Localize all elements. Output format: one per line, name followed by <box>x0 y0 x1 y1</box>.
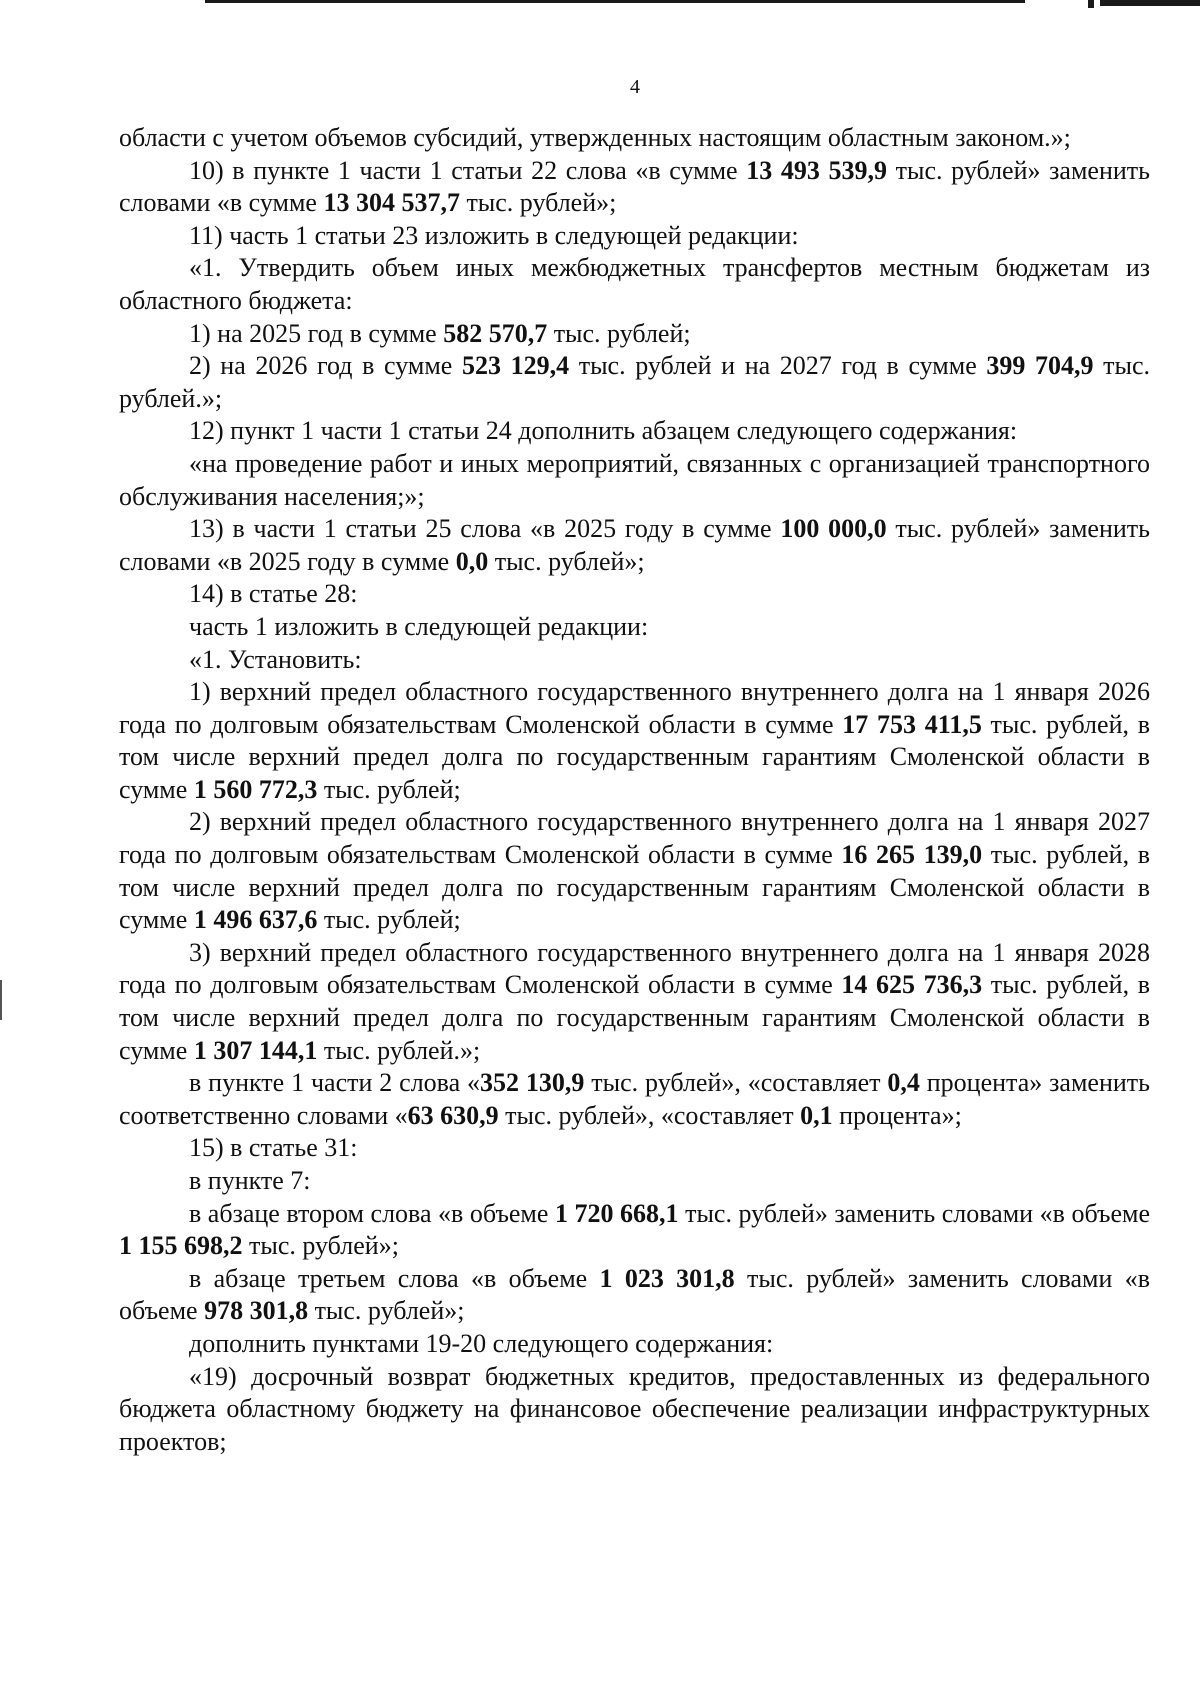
paragraph <box>119 1361 1150 1459</box>
text-segment: 14) в статье 28: <box>189 579 358 609</box>
text-segment: 2) верхний предел областного государственного внутреннего долга на 1 января 2027 года по долговым обязательствам Смоленской области в сумме <box>119 807 1150 870</box>
scan-edge-mark <box>1100 0 1200 6</box>
paragraph <box>119 350 1150 415</box>
text-segment: «на проведение работ и иных мероприятий, связанных с организацией транспортного обслуживания населения;»; <box>119 448 1150 511</box>
scan-edge-line <box>205 0 1025 3</box>
text-segment: в пункте 7: <box>189 1166 311 1195</box>
amount-value: 13 493 539,9 <box>746 155 888 185</box>
paragraph <box>119 644 1150 677</box>
amount-value: 16 265 139,0 <box>841 840 983 870</box>
paragraph <box>119 220 1150 253</box>
text-segment: в пункте 1 части 2 слова « <box>189 1068 481 1098</box>
paragraph <box>119 1067 1150 1132</box>
amount-value: 582 570,7 <box>443 318 548 348</box>
paragraph <box>119 448 1150 513</box>
text-segment: тыс. рублей, в том числе верхний предел долга по государственным гарантиям Смоленской области в сумме <box>119 840 1150 935</box>
paragraph <box>119 806 1150 936</box>
text-segment: тыс. рублей»; <box>488 546 645 576</box>
amount-value: 523 129,4 <box>461 351 570 381</box>
paragraph <box>119 1165 1150 1198</box>
amount-value: 0,1 <box>800 1100 833 1130</box>
scan-edge-mark <box>1088 0 1094 8</box>
text-segment: 1) на 2025 год в сумме <box>189 318 444 348</box>
text-segment: 15) в статье 31: <box>189 1133 358 1163</box>
amount-value: 399 704,9 <box>986 351 1094 381</box>
paragraph <box>119 1198 1150 1263</box>
amount-value: 63 630,9 <box>407 1100 499 1130</box>
text-segment: «1. Утвердить объем иных межбюджетных трансфертов местным бюджетам из областного бюджета: <box>119 253 1150 315</box>
text-segment: 13) в части 1 статьи 25 слова «в 2025 году в сумме <box>189 514 781 544</box>
paragraph <box>119 252 1150 317</box>
text-segment: области с учетом объемов субсидий, утвержденных настоящим областным законом.»; <box>119 123 1071 152</box>
text-segment: тыс. рублей»; <box>242 1231 399 1261</box>
text-segment: тыс. рублей.»; <box>317 1035 481 1065</box>
amount-value: 14 625 736,3 <box>841 970 983 1000</box>
text-segment: тыс. рублей», «составляет <box>584 1068 888 1098</box>
document-body <box>119 122 1150 1458</box>
text-segment: «19) досрочный возврат бюджетных кредитов, предоставленных из федерального бюджета областному бюджету на финансовое обеспечение реализации инфраструктурных проектов; <box>119 1361 1150 1456</box>
paragraph <box>119 1132 1150 1165</box>
amount-value: 1 155 698,2 <box>119 1231 243 1261</box>
paragraph <box>119 415 1150 448</box>
text-segment: тыс. рублей; <box>317 774 461 804</box>
amount-value: 1 307 144,1 <box>193 1035 318 1065</box>
amount-value: 978 301,8 <box>204 1296 309 1326</box>
text-segment: «1. Установить: <box>189 644 362 674</box>
text-segment: процента» заменить соответственно словами « <box>119 1068 1150 1130</box>
amount-value: 0,4 <box>887 1068 920 1098</box>
amount-value: 1 496 637,6 <box>193 905 318 935</box>
text-segment: 10) в пункте 1 части 1 статьи 22 слова «в сумме <box>189 155 747 185</box>
paragraph <box>119 611 1150 644</box>
text-segment: тыс. рублей.»; <box>119 351 1151 413</box>
paragraph <box>119 318 1150 351</box>
text-segment: тыс. рублей»; <box>308 1296 465 1326</box>
paragraph <box>119 155 1150 220</box>
text-segment: дополнить пунктами 19-20 следующего содержания: <box>189 1328 774 1358</box>
text-segment: тыс. рублей» заменить словами «в 2025 году в сумме <box>119 514 1151 576</box>
amount-value: 1 720 668,1 <box>554 1198 679 1228</box>
text-segment: тыс. рублей; <box>547 318 691 348</box>
text-segment: 2) на 2026 год в сумме <box>189 351 462 381</box>
text-segment: 11) часть 1 статьи 23 изложить в следующей редакции: <box>189 220 799 250</box>
paragraph <box>119 1328 1150 1361</box>
amount-value: 100 000,0 <box>780 514 887 544</box>
paragraph <box>119 1263 1150 1328</box>
text-segment: тыс. рублей, в том числе верхний предел долга по государственным гарантиям Смоленской области в сумме <box>119 970 1150 1065</box>
text-segment: процента»; <box>832 1100 962 1130</box>
text-segment: 1) верхний предел областного государственного внутреннего долга на 1 января 2026 года по долговым обязательствам Смоленской области в сумме <box>119 677 1150 739</box>
text-segment: тыс. рублей» заменить словами «в объеме <box>678 1198 1150 1228</box>
text-segment: в абзаце третьем слова «в объеме <box>189 1263 600 1293</box>
text-segment: часть 1 изложить в следующей редакции: <box>189 611 649 641</box>
amount-value: 0,0 <box>455 546 489 576</box>
amount-value: 13 304 537,7 <box>323 188 460 218</box>
scan-edge-mark <box>0 980 2 1020</box>
amount-value: 1 560 772,3 <box>193 774 318 804</box>
amount-value: 17 753 411,5 <box>842 709 982 739</box>
text-segment: тыс. рублей, в том числе верхний предел долга по государственным гарантиям Смоленской области в сумме <box>119 709 1150 804</box>
text-segment: тыс. рублей», «составляет <box>498 1100 801 1130</box>
text-segment: 3) верхний предел областного государственного внутреннего долга на 1 января 2028 года по долговым обязательствам Смоленской области в сумме <box>119 937 1150 1000</box>
page-number: 4 <box>630 76 640 98</box>
paragraph <box>119 578 1150 611</box>
text-segment: в абзаце втором слова «в объеме <box>189 1198 555 1228</box>
paragraph <box>119 676 1150 806</box>
paragraph <box>119 122 1150 155</box>
paragraph <box>119 513 1150 578</box>
text-segment: 12) пункт 1 части 1 статьи 24 дополнить абзацем следующего содержания: <box>189 416 1018 446</box>
paragraph <box>119 937 1150 1067</box>
amount-value: 352 130,9 <box>480 1068 585 1098</box>
text-segment: тыс. рублей»; <box>459 188 617 218</box>
amount-value: 1 023 301,8 <box>599 1263 735 1293</box>
text-segment: тыс. рублей; <box>317 905 461 935</box>
text-segment: тыс. рублей и на 2027 год в сумме <box>569 351 987 381</box>
text-segment: тыс. рублей» заменить словами «в сумме <box>119 155 1151 218</box>
text-segment: тыс. рублей» заменить словами «в объеме <box>119 1263 1150 1326</box>
